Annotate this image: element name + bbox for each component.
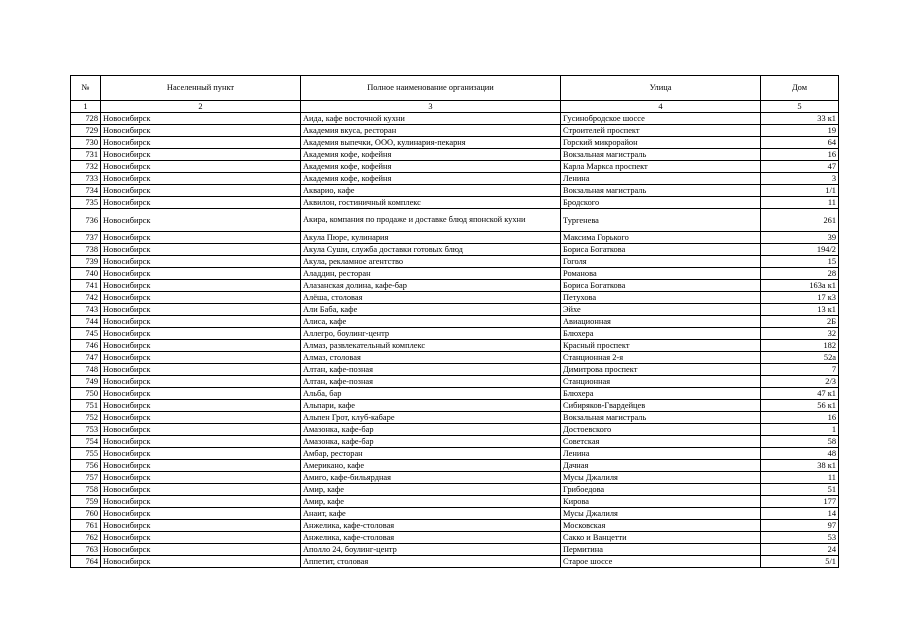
organization-cell: Алиса, кафе [301, 316, 561, 328]
organization-cell: Аппетит, столовая [301, 556, 561, 568]
table-row [71, 508, 839, 520]
settlement-cell: Новосибирск [101, 424, 301, 436]
house-cell: 38 к1 [761, 460, 839, 472]
settlement-cell: Новосибирск [101, 544, 301, 556]
house-cell: 177 [761, 496, 839, 508]
house-cell: 64 [761, 137, 839, 149]
house-cell: 1/1 [761, 185, 839, 197]
table-row [71, 460, 839, 472]
table-row [71, 197, 839, 209]
house-cell: 14 [761, 508, 839, 520]
street-cell: Карла Маркса проспект [561, 161, 761, 173]
table-row [71, 149, 839, 161]
row-number-cell: 761 [71, 520, 101, 532]
row-number-cell: 732 [71, 161, 101, 173]
table-row [71, 185, 839, 197]
street-cell: Вокзальная магистраль [561, 412, 761, 424]
street-cell: Блюхера [561, 388, 761, 400]
table-row [71, 256, 839, 268]
house-cell: 28 [761, 268, 839, 280]
house-cell: 194/2 [761, 244, 839, 256]
organization-cell: Анжелика, кафе-столовая [301, 532, 561, 544]
house-cell: 39 [761, 232, 839, 244]
settlement-cell: Новосибирск [101, 173, 301, 185]
row-number-cell: 747 [71, 352, 101, 364]
settlement-cell: Новосибирск [101, 436, 301, 448]
organization-cell: Анаит, кафе [301, 508, 561, 520]
settlement-cell: Новосибирск [101, 364, 301, 376]
house-cell: 261 [761, 209, 839, 232]
table-row [71, 328, 839, 340]
organization-cell: Акула Пюре, кулинария [301, 232, 561, 244]
organization-cell: Алмаз, столовая [301, 352, 561, 364]
row-number-cell: 763 [71, 544, 101, 556]
table-row [71, 340, 839, 352]
organization-cell: Алазанская долина, кафе-бар [301, 280, 561, 292]
street-cell: Достоевского [561, 424, 761, 436]
settlement-cell: Новосибирск [101, 304, 301, 316]
table-row [71, 400, 839, 412]
table-row [71, 137, 839, 149]
house-cell: 15 [761, 256, 839, 268]
organization-cell: Аладдин, ресторан [301, 268, 561, 280]
street-cell: Авиационная [561, 316, 761, 328]
settlement-cell: Новосибирск [101, 232, 301, 244]
header-house: Дом [761, 76, 839, 101]
street-cell: Вокзальная магистраль [561, 185, 761, 197]
street-cell: Горский микрорайон [561, 137, 761, 149]
organization-cell: Акула Суши, служба доставки готовых блюд [301, 244, 561, 256]
row-number-cell: 750 [71, 388, 101, 400]
row-number-cell: 762 [71, 532, 101, 544]
row-number-cell: 731 [71, 149, 101, 161]
row-number-cell: 734 [71, 185, 101, 197]
house-cell: 33 к1 [761, 113, 839, 125]
house-cell: 32 [761, 328, 839, 340]
street-cell: Красный проспект [561, 340, 761, 352]
column-number-row [71, 101, 839, 113]
house-cell: 51 [761, 484, 839, 496]
street-cell: Бродского [561, 197, 761, 209]
house-cell: 11 [761, 197, 839, 209]
row-number-cell: 728 [71, 113, 101, 125]
row-number-cell: 759 [71, 496, 101, 508]
table-row [71, 232, 839, 244]
settlement-cell: Новосибирск [101, 460, 301, 472]
table-row [71, 125, 839, 137]
street-cell: Эйхе [561, 304, 761, 316]
table-row [71, 412, 839, 424]
row-number-cell: 745 [71, 328, 101, 340]
table-row [71, 244, 839, 256]
house-cell: 56 к1 [761, 400, 839, 412]
house-cell: 17 к3 [761, 292, 839, 304]
organization-cell: Аида, кафе восточной кухни [301, 113, 561, 125]
house-cell: 47 к1 [761, 388, 839, 400]
organization-cell: Амир, кафе [301, 496, 561, 508]
table-row [71, 280, 839, 292]
organization-cell: Акула, рекламное агентство [301, 256, 561, 268]
street-cell: Димитрова проспект [561, 364, 761, 376]
organization-cell: Алмаз, развлекательный комплекс [301, 340, 561, 352]
street-cell: Строителей проспект [561, 125, 761, 137]
row-number-cell: 756 [71, 460, 101, 472]
row-number-cell: 748 [71, 364, 101, 376]
street-cell: Вокзальная магистраль [561, 149, 761, 161]
row-number-cell: 740 [71, 268, 101, 280]
settlement-cell: Новосибирск [101, 376, 301, 388]
street-cell: Мусы Джалиля [561, 472, 761, 484]
row-number-cell: 764 [71, 556, 101, 568]
table-row [71, 316, 839, 328]
settlement-cell: Новосибирск [101, 316, 301, 328]
organization-cell: Акира, компания по продаже и доставке блюд японской кухни [301, 209, 561, 232]
header-organization: Полное наименование организации [301, 76, 561, 101]
settlement-cell: Новосибирск [101, 161, 301, 173]
house-cell: 2/3 [761, 376, 839, 388]
street-cell: Грибоедова [561, 484, 761, 496]
organization-cell: Академия выпечки, ООО, кулинария-пекарня [301, 137, 561, 149]
table-row [71, 376, 839, 388]
table-row [71, 532, 839, 544]
street-cell: Петухова [561, 292, 761, 304]
settlement-cell: Новосибирск [101, 185, 301, 197]
organization-cell: Аквилон, гостиничный комплекс [301, 197, 561, 209]
row-number-cell: 755 [71, 448, 101, 460]
organization-cell: Амиго, кафе-бильярдная [301, 472, 561, 484]
header-row [71, 76, 839, 101]
table-row [71, 556, 839, 568]
row-number-cell: 736 [71, 209, 101, 232]
street-cell: Станционная [561, 376, 761, 388]
settlement-cell: Новосибирск [101, 256, 301, 268]
row-number-cell: 738 [71, 244, 101, 256]
row-number-cell: 760 [71, 508, 101, 520]
row-number-cell: 742 [71, 292, 101, 304]
row-number-cell: 757 [71, 472, 101, 484]
table-row [71, 448, 839, 460]
table-row [71, 424, 839, 436]
row-number-cell: 737 [71, 232, 101, 244]
street-cell: Гоголя [561, 256, 761, 268]
table-row [71, 161, 839, 173]
row-number-cell: 752 [71, 412, 101, 424]
table-row [71, 496, 839, 508]
organization-cell: Анжелика, кафе-столовая [301, 520, 561, 532]
settlement-cell: Новосибирск [101, 412, 301, 424]
settlement-cell: Новосибирск [101, 113, 301, 125]
row-number-cell: 753 [71, 424, 101, 436]
organizations-table [70, 75, 839, 568]
settlement-cell: Новосибирск [101, 292, 301, 304]
table-row [71, 484, 839, 496]
row-number-cell: 729 [71, 125, 101, 137]
house-cell: 182 [761, 340, 839, 352]
organization-cell: Алтан, кафе-позная [301, 376, 561, 388]
street-cell: Ленина [561, 448, 761, 460]
organization-cell: Академия кофе, кофейня [301, 149, 561, 161]
street-cell: Тургенева [561, 209, 761, 232]
organization-cell: Академия кофе, кофейня [301, 161, 561, 173]
organization-cell: Амбар, ресторан [301, 448, 561, 460]
row-number-cell: 751 [71, 400, 101, 412]
house-cell: 2Б [761, 316, 839, 328]
organization-cell: Альпен Грот, клуб-кабаре [301, 412, 561, 424]
house-cell: 53 [761, 532, 839, 544]
street-cell: Советская [561, 436, 761, 448]
organization-cell: Амазонка, кафе-бар [301, 424, 561, 436]
settlement-cell: Новосибирск [101, 352, 301, 364]
row-number-cell: 733 [71, 173, 101, 185]
house-cell: 58 [761, 436, 839, 448]
street-cell: Романова [561, 268, 761, 280]
organization-cell: Американо, кафе [301, 460, 561, 472]
organization-cell: Альба, бар [301, 388, 561, 400]
street-cell: Сакко и Ванцетти [561, 532, 761, 544]
settlement-cell: Новосибирск [101, 508, 301, 520]
table-row [71, 173, 839, 185]
header-number: № [71, 76, 101, 101]
settlement-cell: Новосибирск [101, 496, 301, 508]
row-number-cell: 758 [71, 484, 101, 496]
street-cell: Старое шоссе [561, 556, 761, 568]
table-row [71, 544, 839, 556]
house-cell: 16 [761, 412, 839, 424]
settlement-cell: Новосибирск [101, 209, 301, 232]
settlement-cell: Новосибирск [101, 328, 301, 340]
table-row [71, 268, 839, 280]
house-cell: 3 [761, 173, 839, 185]
organization-cell: Академия кофе, кофейня [301, 173, 561, 185]
street-cell: Блюхера [561, 328, 761, 340]
table-row [71, 292, 839, 304]
house-cell: 16 [761, 149, 839, 161]
street-cell: Кирова [561, 496, 761, 508]
row-number-cell: 730 [71, 137, 101, 149]
settlement-cell: Новосибирск [101, 520, 301, 532]
house-cell: 13 к1 [761, 304, 839, 316]
house-cell: 24 [761, 544, 839, 556]
settlement-cell: Новосибирск [101, 556, 301, 568]
table-row [71, 352, 839, 364]
street-cell: Максима Горького [561, 232, 761, 244]
table-row [71, 209, 839, 232]
table-row [71, 436, 839, 448]
settlement-cell: Новосибирск [101, 472, 301, 484]
header-settlement: Населенный пункт [101, 76, 301, 101]
house-cell: 1 [761, 424, 839, 436]
row-number-cell: 741 [71, 280, 101, 292]
street-cell: Ленина [561, 173, 761, 185]
street-cell: Гусинобродское шоссе [561, 113, 761, 125]
settlement-cell: Новосибирск [101, 197, 301, 209]
street-cell: Дачная [561, 460, 761, 472]
organization-cell: Амир, кафе [301, 484, 561, 496]
organization-cell: Аллегро, боулинг-центр [301, 328, 561, 340]
organization-cell: Акварио, кафе [301, 185, 561, 197]
settlement-cell: Новосибирск [101, 268, 301, 280]
house-cell: 5/1 [761, 556, 839, 568]
street-cell: Бориса Богаткова [561, 280, 761, 292]
row-number-cell: 735 [71, 197, 101, 209]
settlement-cell: Новосибирск [101, 340, 301, 352]
table-row [71, 388, 839, 400]
row-number-cell: 749 [71, 376, 101, 388]
row-number-cell: 746 [71, 340, 101, 352]
organization-cell: Алёша, столовая [301, 292, 561, 304]
street-cell: Сибиряков-Гвардейцев [561, 400, 761, 412]
house-cell: 47 [761, 161, 839, 173]
settlement-cell: Новосибирск [101, 280, 301, 292]
street-cell: Пермитина [561, 544, 761, 556]
column-number-4: 4 [561, 101, 761, 113]
table-row [71, 364, 839, 376]
settlement-cell: Новосибирск [101, 532, 301, 544]
street-cell: Бориса Богаткова [561, 244, 761, 256]
house-cell: 48 [761, 448, 839, 460]
table-row [71, 472, 839, 484]
organization-cell: Альпари, кафе [301, 400, 561, 412]
organization-cell: Алтан, кафе-позная [301, 364, 561, 376]
settlement-cell: Новосибирск [101, 448, 301, 460]
settlement-cell: Новосибирск [101, 400, 301, 412]
row-number-cell: 743 [71, 304, 101, 316]
organization-cell: Али Баба, кафе [301, 304, 561, 316]
column-number-3: 3 [301, 101, 561, 113]
settlement-cell: Новосибирск [101, 484, 301, 496]
house-cell: 7 [761, 364, 839, 376]
street-cell: Мусы Джалиля [561, 508, 761, 520]
table-row [71, 520, 839, 532]
header-street: Улица [561, 76, 761, 101]
house-cell: 52а [761, 352, 839, 364]
row-number-cell: 739 [71, 256, 101, 268]
house-cell: 97 [761, 520, 839, 532]
table-row [71, 113, 839, 125]
column-number-5: 5 [761, 101, 839, 113]
column-number-2: 2 [101, 101, 301, 113]
table-body [71, 113, 839, 568]
settlement-cell: Новосибирск [101, 137, 301, 149]
organization-cell: Амазонка, кафе-бар [301, 436, 561, 448]
organization-cell: Аполло 24, боулинг-центр [301, 544, 561, 556]
settlement-cell: Новосибирск [101, 244, 301, 256]
house-cell: 11 [761, 472, 839, 484]
house-cell: 19 [761, 125, 839, 137]
settlement-cell: Новосибирск [101, 388, 301, 400]
row-number-cell: 744 [71, 316, 101, 328]
organization-cell: Академия вкуса, ресторан [301, 125, 561, 137]
street-cell: Станционная 2-я [561, 352, 761, 364]
street-cell: Московская [561, 520, 761, 532]
column-number-1: 1 [71, 101, 101, 113]
settlement-cell: Новосибирск [101, 149, 301, 161]
table-row [71, 304, 839, 316]
settlement-cell: Новосибирск [101, 125, 301, 137]
row-number-cell: 754 [71, 436, 101, 448]
house-cell: 163а к1 [761, 280, 839, 292]
